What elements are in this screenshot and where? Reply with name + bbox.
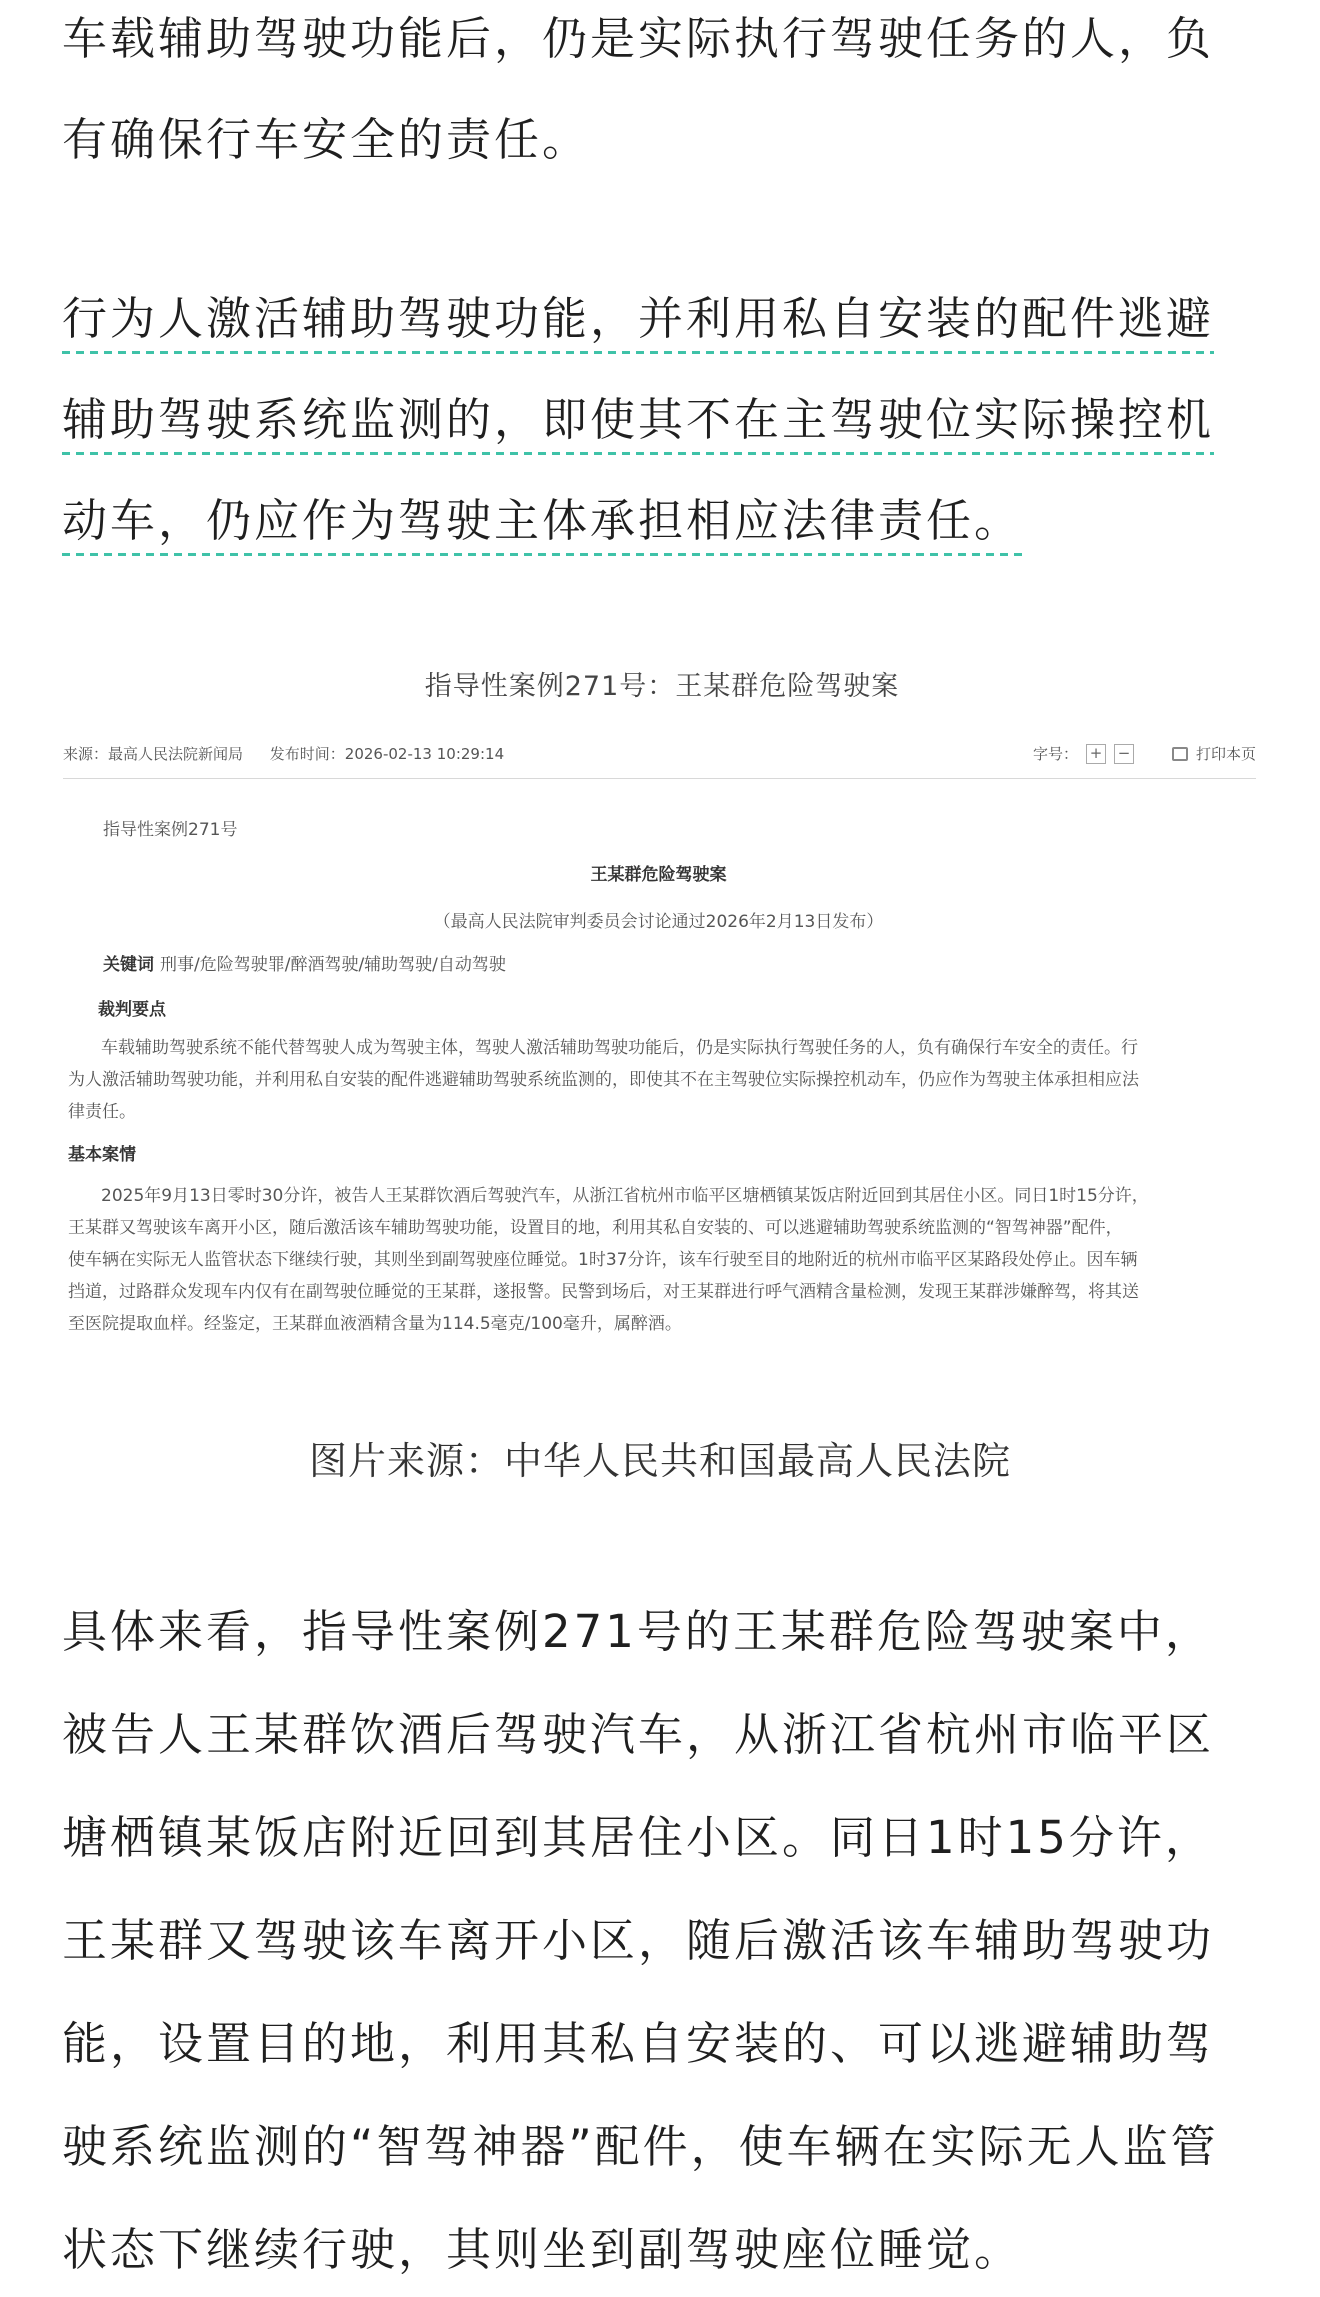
printer-icon[interactable] (1172, 747, 1188, 761)
text-line: 状态下继续行驶，其则坐到副驾驶座位睡觉。 (62, 2223, 1023, 2276)
ruling-line: 律责任。 (68, 1102, 136, 1122)
court-page-title: 指导性案例271号：王某群危险驾驶案 (424, 671, 900, 702)
ruling-line: 为人激活辅助驾驶功能，并利用私自安装的配件逃避辅助驾驶系统监测的，即使其不在主驾驶位实际操控机动车，仍应作为驾驶主体承担相应法 (68, 1070, 1139, 1090)
font-increase-button[interactable]: + (1086, 744, 1106, 764)
font-size-label: 字号： (1032, 745, 1078, 763)
ruling-paragraph (68, 1032, 1254, 1128)
image-caption: 图片来源：中华人民共和国最高人民法院 (308, 1439, 1011, 1483)
court-page-image (58, 640, 1266, 1400)
highlight-line-wrap (62, 268, 1262, 369)
keywords-row (103, 950, 506, 975)
facts-line: 王某群又驾驶该车离开小区，随后激活该车辅助驾驶功能，设置目的地，利用其私自安装的、可以逃避辅助驾驶系统监测的“智驾神器”配件， (68, 1218, 1123, 1238)
intro-paragraph (62, 0, 1262, 190)
highlight-line[interactable]: 行为人激活辅助驾驶功能，并利用私自安装的配件逃避 (62, 288, 1214, 354)
publish-time: 发布时间：2026-02-13 10:29:14 (269, 745, 505, 763)
text-line: 能，设置目的地，利用其私自安装的、可以逃避辅助驾 (62, 2017, 1215, 2070)
case-number: 指导性案例271号 (103, 820, 238, 840)
text-line: 王某群又驾驶该车离开小区，随后激活该车辅助驾驶功 (62, 1914, 1215, 1967)
print-link[interactable]: 打印本页 (1195, 745, 1256, 763)
text-line: 被告人王某群饮酒后驾驶汽车，从浙江省杭州市临平区 (62, 1708, 1215, 1761)
highlight-line[interactable]: 动车，仍应作为驾驶主体承担相应法律责任。 (62, 490, 1022, 556)
section-facts-heading: 基本案情 (68, 1145, 136, 1165)
facts-line: 2025年9月13日零时30分许，被告人王某群饮酒后驾驶汽车，从浙江省杭州市临平区塘栖镇某饭店附近回到其居住小区。同日1时15分许， (101, 1186, 1149, 1206)
body-paragraph (62, 1580, 1262, 2297)
keywords-label: 关键词 (103, 955, 154, 975)
text-line: 塘栖镇某饭店附近回到其居住小区。同日1时15分许， (62, 1811, 1213, 1864)
highlight-line-wrap (62, 369, 1262, 470)
font-decrease-button[interactable]: − (1114, 744, 1134, 764)
divider (63, 778, 1256, 779)
highlighted-paragraph[interactable] (62, 268, 1262, 571)
section-ruling-heading: 裁判要点 (98, 1000, 166, 1020)
text-line: 驶系统监测的“智驾神器”配件，使车辆在实际无人监管 (62, 2120, 1219, 2173)
ruling-line: 车载辅助驾驶系统不能代替驾驶人成为驾驶主体，驾驶人激活辅助驾驶功能后，仍是实际执行驾驶任务的人，负有确保行车安全的责任。行 (101, 1038, 1138, 1058)
court-page-meta (63, 743, 1256, 769)
source-label: 来源：最高人民法院新闻局 (63, 745, 244, 763)
case-subtitle: （最高人民法院审判委员会讨论通过2026年2月13日发布） (433, 912, 884, 932)
text-line: 有确保行车安全的责任。 (62, 113, 591, 166)
facts-paragraph (68, 1180, 1254, 1340)
facts-line: 使车辆在实际无人监管状态下继续行驶，其则坐到副驾驶座位睡觉。1时37分许，该车行驶至目的地附近的杭州市临平区某路段处停止。因车辆 (68, 1250, 1138, 1270)
case-name: 王某群危险驾驶案 (590, 865, 727, 885)
meta-left (63, 743, 526, 764)
text-line: 具体来看，指导性案例271号的王某群危险驾驶案中， (62, 1605, 1213, 1658)
meta-right (1033, 743, 1256, 764)
keywords-value: 刑事/危险驾驶罪/醉酒驾驶/辅助驾驶/自动驾驶 (160, 955, 506, 975)
text-line: 车载辅助驾驶功能后，仍是实际执行驾驶任务的人，负 (62, 12, 1215, 65)
facts-line: 挡道，过路群众发现车内仅有在副驾驶位睡觉的王某群，遂报警。民警到场后，对王某群进行呼气酒精含量检测，发现王某群涉嫌醉驾，将其送 (68, 1282, 1139, 1302)
highlight-line[interactable]: 辅助驾驶系统监测的，即使其不在主驾驶位实际操控机 (62, 389, 1214, 455)
facts-line: 至医院提取血样。经鉴定，王某群血液酒精含量为114.5毫克/100毫升，属醉酒。 (68, 1314, 682, 1334)
highlight-line-wrap (62, 470, 1262, 571)
